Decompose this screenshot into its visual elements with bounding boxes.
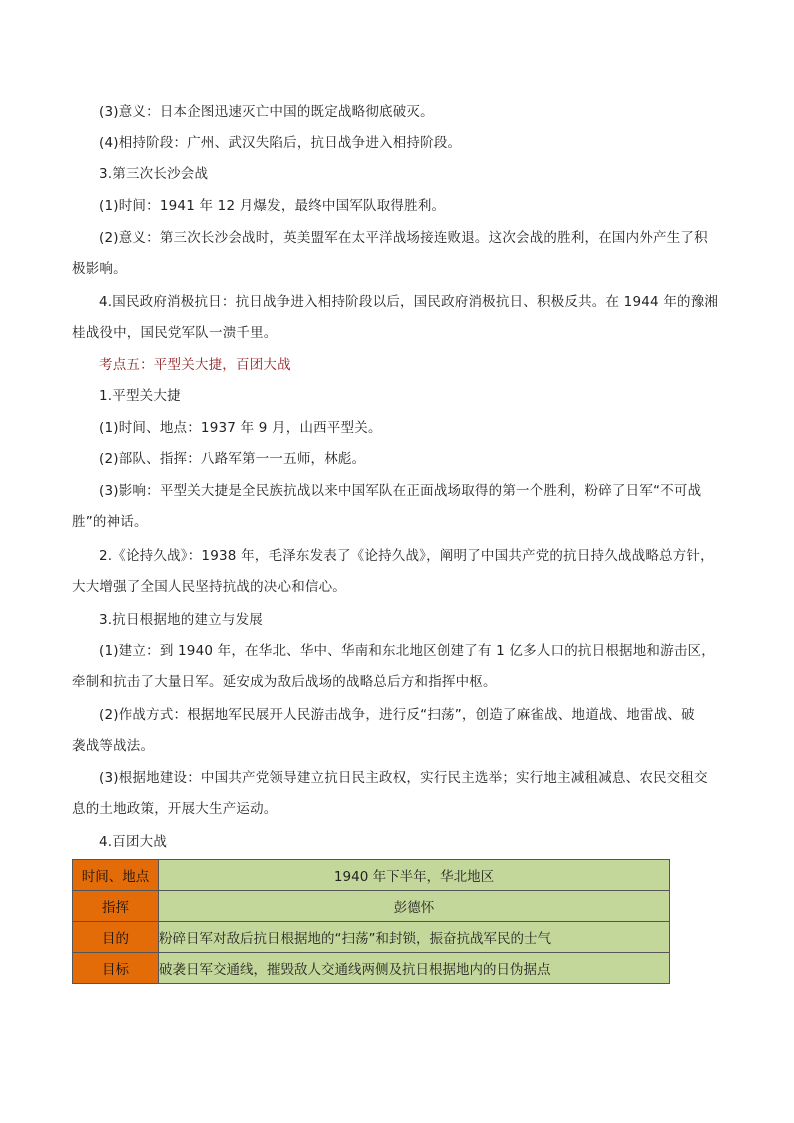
- paragraph-line: (1)时间：1941 年 12 月爆发，最终中国军队取得胜利。: [99, 198, 446, 214]
- table-value-cell: 破袭日军交通线，摧毁敌人交通线两侧及抗日根据地内的日伪据点: [159, 953, 670, 984]
- table-row: [73, 922, 670, 953]
- paragraph-line: (2)作战方式：根据地军民展开人民游击战争，进行反“扫荡”，创造了麻雀战、地道战、地雷战、破: [99, 707, 695, 723]
- paragraph-line: 1.平型关大捷: [99, 388, 181, 404]
- table-label-cell: 目标: [73, 953, 159, 984]
- paragraph-line: (3)意义：日本企图迅速灭亡中国的既定战略彻底破灭。: [99, 104, 434, 120]
- paragraph-base-construction: [72, 763, 724, 825]
- paragraph-line: 极影响。: [72, 261, 127, 277]
- table-label-cell: 指挥: [73, 891, 159, 922]
- paragraph-line: 袭战等战法。: [72, 738, 155, 754]
- paragraph-line: (2)意义：第三次长沙会战时，英美盟军在太平洋战场接连败退。这次会战的胜利，在国内外产生了积: [99, 230, 708, 246]
- paragraph-changsha-significance: [72, 223, 724, 285]
- heading-pingxingguan: [72, 381, 724, 412]
- paragraph-line: 息的土地政策，开展大生产运动。: [72, 801, 278, 817]
- table-row: [73, 891, 670, 922]
- paragraph-line: (1)时间、地点：1937 年 9 月，山西平型关。: [99, 420, 382, 436]
- heading-base-areas: [72, 605, 724, 636]
- paragraph-protracted-war: [72, 541, 724, 603]
- paragraph-line: 3.第三次长沙会战: [99, 166, 209, 182]
- table-value-cell: 彭德怀: [159, 891, 670, 922]
- hundred-regiments-table: [72, 859, 670, 984]
- table-label-cell: 时间、地点: [73, 860, 159, 891]
- paragraph-line: (3)根据地建设：中国共产党领导建立抗日民主政权，实行民主选举；实行地主减租减息、农民交租交: [99, 770, 708, 786]
- paragraph-changsha-time: [72, 191, 724, 222]
- table-row: [73, 953, 670, 984]
- paragraph-line: 牵制和抗击了大量日军。延安成为敌后战场的战略总后方和指挥中枢。: [72, 674, 497, 690]
- heading-third-changsha: [72, 159, 724, 190]
- table-label-cell: 目的: [73, 922, 159, 953]
- paragraph-pingxingguan-time: [72, 413, 724, 444]
- section-heading-kaodian-5: [72, 350, 724, 381]
- paragraph-line: (4)相持阶段：广州、武汉失陷后，抗日战争进入相持阶段。: [99, 135, 462, 151]
- table-row: [73, 860, 670, 891]
- paragraph-line: (3)影响：平型关大捷是全民族抗战以来中国军队在正面战场取得的第一个胜利，粉碎了日军“不可战: [99, 483, 702, 499]
- heading-hundred-regiments: [72, 827, 724, 858]
- paragraph-line: 考点五：平型关大捷，百团大战: [99, 357, 291, 373]
- paragraph-passive-resistance: [72, 287, 724, 349]
- paragraph-line: 4.国民政府消极抗日：抗日战争进入相持阶段以后，国民政府消极抗日、积极反共。在 1944 年的豫湘: [99, 294, 719, 310]
- paragraph-significance-3: [72, 97, 724, 128]
- paragraph-line: 桂战役中，国民党军队一溃千里。: [72, 325, 278, 341]
- paragraph-line: 4.百团大战: [99, 834, 168, 850]
- paragraph-combat-methods: [72, 700, 724, 762]
- paragraph-base-establishment: [72, 636, 724, 698]
- paragraph-line: 胜”的神话。: [72, 514, 148, 530]
- paragraph-pingxingguan-command: [72, 444, 724, 475]
- paragraph-line: 大大增强了全国人民坚持抗战的决心和信心。: [72, 579, 346, 595]
- paragraph-line: 2.《论持久战》：1938 年，毛泽东发表了《论持久战》，阐明了中国共产党的抗日持久战战略总方针，: [99, 548, 714, 564]
- paragraph-line: (1)建立：到 1940 年，在华北、华中、华南和东北地区创建了有 1 亿多人口的抗日根据地和游击区，: [99, 643, 715, 659]
- paragraph-stalemate-stage: [72, 128, 724, 159]
- paragraph-line: (2)部队、指挥：八路军第一一五师，林彪。: [99, 451, 366, 467]
- paragraph-pingxingguan-impact: [72, 476, 724, 538]
- table-value-cell: 粉碎日军对敌后抗日根据地的“扫荡”和封锁，振奋抗战军民的士气: [159, 922, 670, 953]
- table-value-cell: 1940 年下半年，华北地区: [159, 860, 670, 891]
- paragraph-line: 3.抗日根据地的建立与发展: [99, 612, 263, 628]
